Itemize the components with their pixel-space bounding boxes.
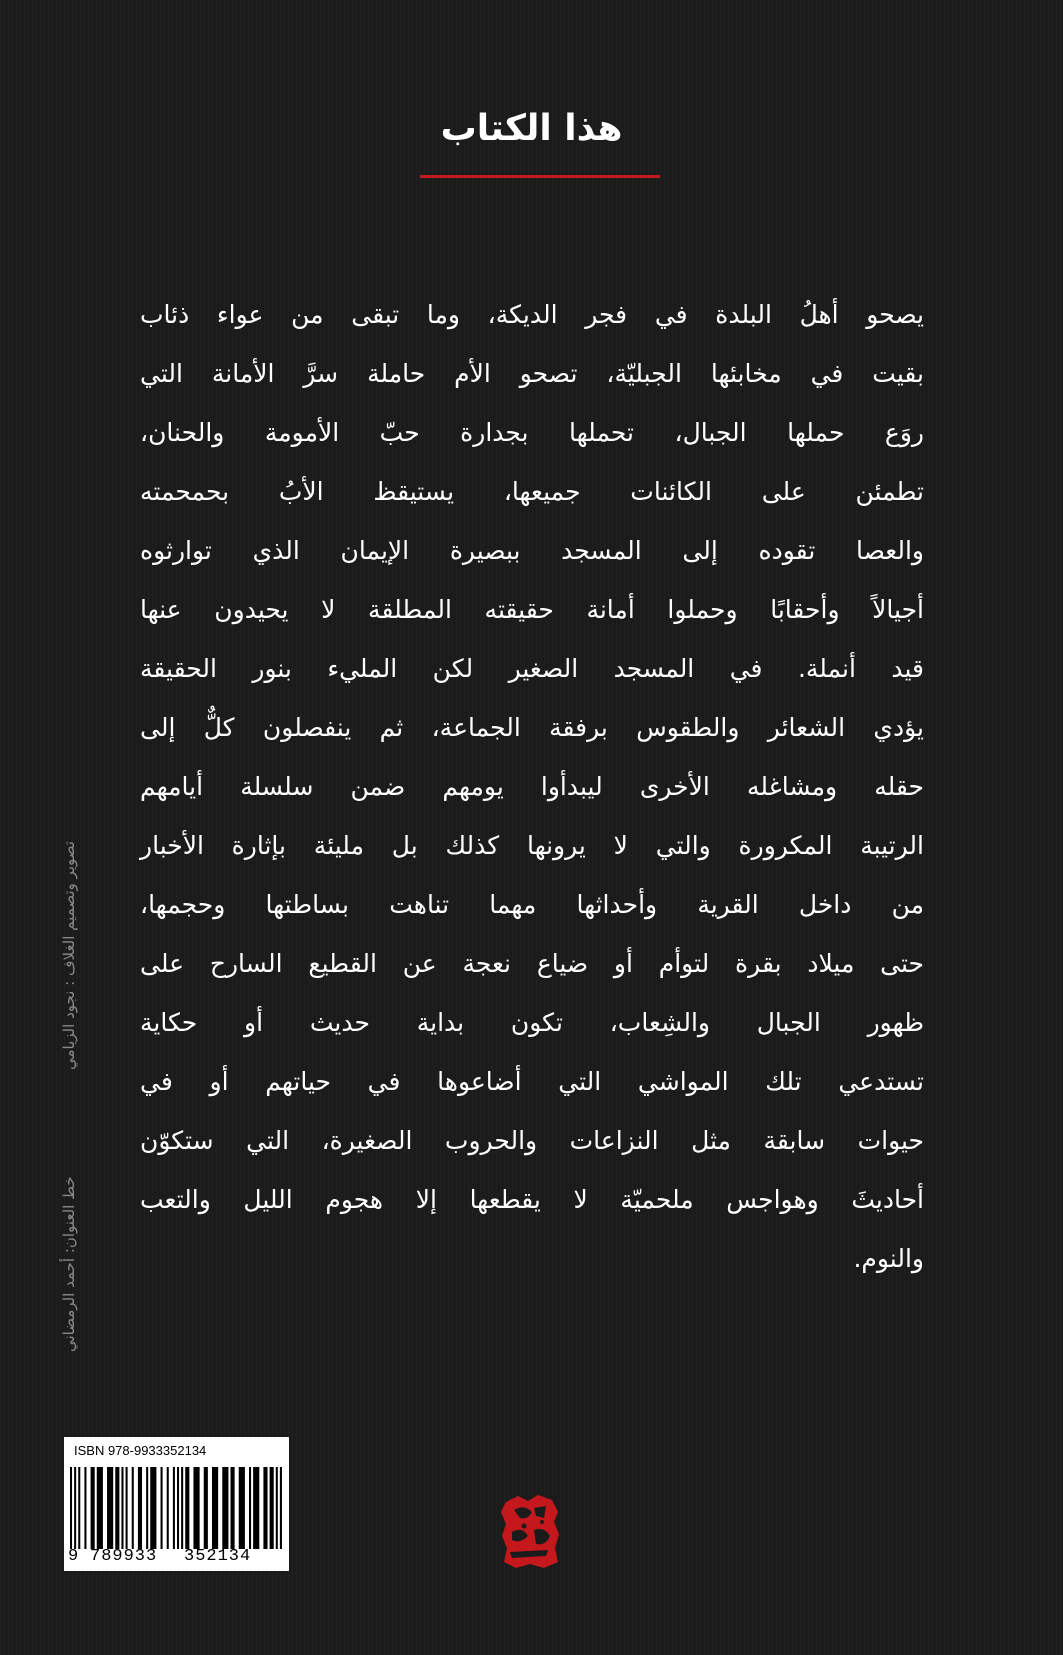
isbn-barcode — [64, 1437, 289, 1571]
barcode-bar — [276, 1467, 278, 1549]
barcode-bar — [84, 1467, 86, 1549]
blurb-line: يصحو أهلُ البلدة في فجر الديكة، وما تبقى من عواء ذئاب — [140, 300, 924, 329]
blurb-line: الرتيبة المكرورة والتي لا يرونها كذلك بل مليئة بإثارة الأخبار — [140, 831, 924, 860]
barcode-bar — [70, 1467, 72, 1549]
barcode-bar — [185, 1467, 189, 1549]
barcode-digit-group-right: 352134 — [184, 1547, 252, 1566]
barcode-digit-group-left: 789933 — [90, 1547, 158, 1566]
barcode-bar — [270, 1467, 274, 1549]
blurb-line: حقله ومشاغله الأخرى ليبدأوا يومهم ضمن سلسلة أيامهم — [140, 772, 924, 801]
barcode-bar — [161, 1467, 163, 1549]
credit-cover-design-text: تصوير وتصميم الغلاف : نجود الزيامي — [60, 841, 78, 1070]
barcode-bars — [70, 1467, 284, 1549]
barcode-bar — [74, 1467, 76, 1549]
barcode-bar — [91, 1467, 95, 1549]
publisher-logo-icon — [498, 1492, 562, 1570]
blurb-line: بقيت في مخابئها الجبليّة، تصحو الأم حاملة سرَّ الأمانة التي — [140, 359, 924, 388]
blurb-text — [140, 285, 924, 1288]
credit-title-calligraphy-text: خط العنوان: أحمد الرمضاني — [60, 1176, 78, 1352]
barcode-bar — [150, 1467, 156, 1549]
barcode-bar — [249, 1467, 251, 1549]
barcode-bar — [146, 1467, 148, 1549]
barcode-bar — [167, 1467, 169, 1549]
blurb-line: من داخل القرية وأحداثها مهما تناهت بساطتها وحجمها، — [140, 890, 924, 919]
barcode-bar — [212, 1467, 218, 1549]
blurb-line: والنوم. — [853, 1244, 924, 1273]
barcode-bar — [239, 1467, 245, 1549]
barcode-bar — [177, 1467, 179, 1549]
blurb-line: يؤدي الشعائر والطقوس برفقة الجماعة، ثم ينفصلون كلٌّ إلى — [140, 713, 924, 742]
barcode-bar — [263, 1467, 267, 1549]
blurb-line: أجيالاً وأحقابًا وحملوا أمانة حقيقته المطلقة لا يحيدون عنها — [140, 595, 924, 624]
barcode-digit-first: 9 — [68, 1547, 79, 1566]
blurb-line: والعصا تقوده إلى المسجد ببصيرة الإيمان الذي توارثوه — [140, 536, 924, 565]
isbn-label: ISBN 978-9933352134 — [74, 1443, 207, 1458]
barcode-bar — [280, 1467, 282, 1549]
barcode-bar — [193, 1467, 199, 1549]
blurb-line: قيد أنملة. في المسجد الصغير لكن المليء بنور الحقيقة — [140, 654, 924, 683]
barcode-bar — [204, 1467, 208, 1549]
barcode-bar — [222, 1467, 228, 1549]
blurb-line: حيوات سابقة مثل النزاعات والحروب الصغيرة، التي ستكوّن — [140, 1126, 924, 1155]
barcode-bar — [138, 1467, 142, 1549]
barcode-bar — [78, 1467, 80, 1549]
blurb-line: روَع حملها الجبال، تحملها بجدارة حبّ الأمومة والحنان، — [140, 418, 924, 447]
barcode-bar — [231, 1467, 235, 1549]
barcode-bar — [126, 1467, 128, 1549]
barcode-bar — [173, 1467, 175, 1549]
page-title: هذا الكتاب — [440, 108, 623, 149]
blurb-line: أحاديثَ وهواجس ملحميّة لا يقطعها إلا هجوم الليل والتعب — [140, 1185, 924, 1214]
barcode-bar — [97, 1467, 103, 1549]
blurb-line: حتى ميلاد بقرة لتوأم أو ضياع نعجة عن القطيع السارح على — [140, 949, 924, 978]
blurb-line: تستدعي تلك المواشي التي أضاعوها في حياتهم أو في — [140, 1067, 924, 1096]
barcode-bar — [115, 1467, 119, 1549]
blurb-line: تطمئن على الكائنات جميعها، يستيقظ الأبُ بحمحمته — [140, 477, 924, 506]
barcode-bar — [181, 1467, 183, 1549]
barcode-bar — [121, 1467, 123, 1549]
blurb-line: ظهور الجبال والشِعاب، تكون بداية حديث أو حكاية — [140, 1008, 924, 1037]
title-underline — [420, 175, 660, 178]
barcode-bar — [132, 1467, 134, 1549]
barcode-bar — [253, 1467, 259, 1549]
barcode-bar — [107, 1467, 113, 1549]
